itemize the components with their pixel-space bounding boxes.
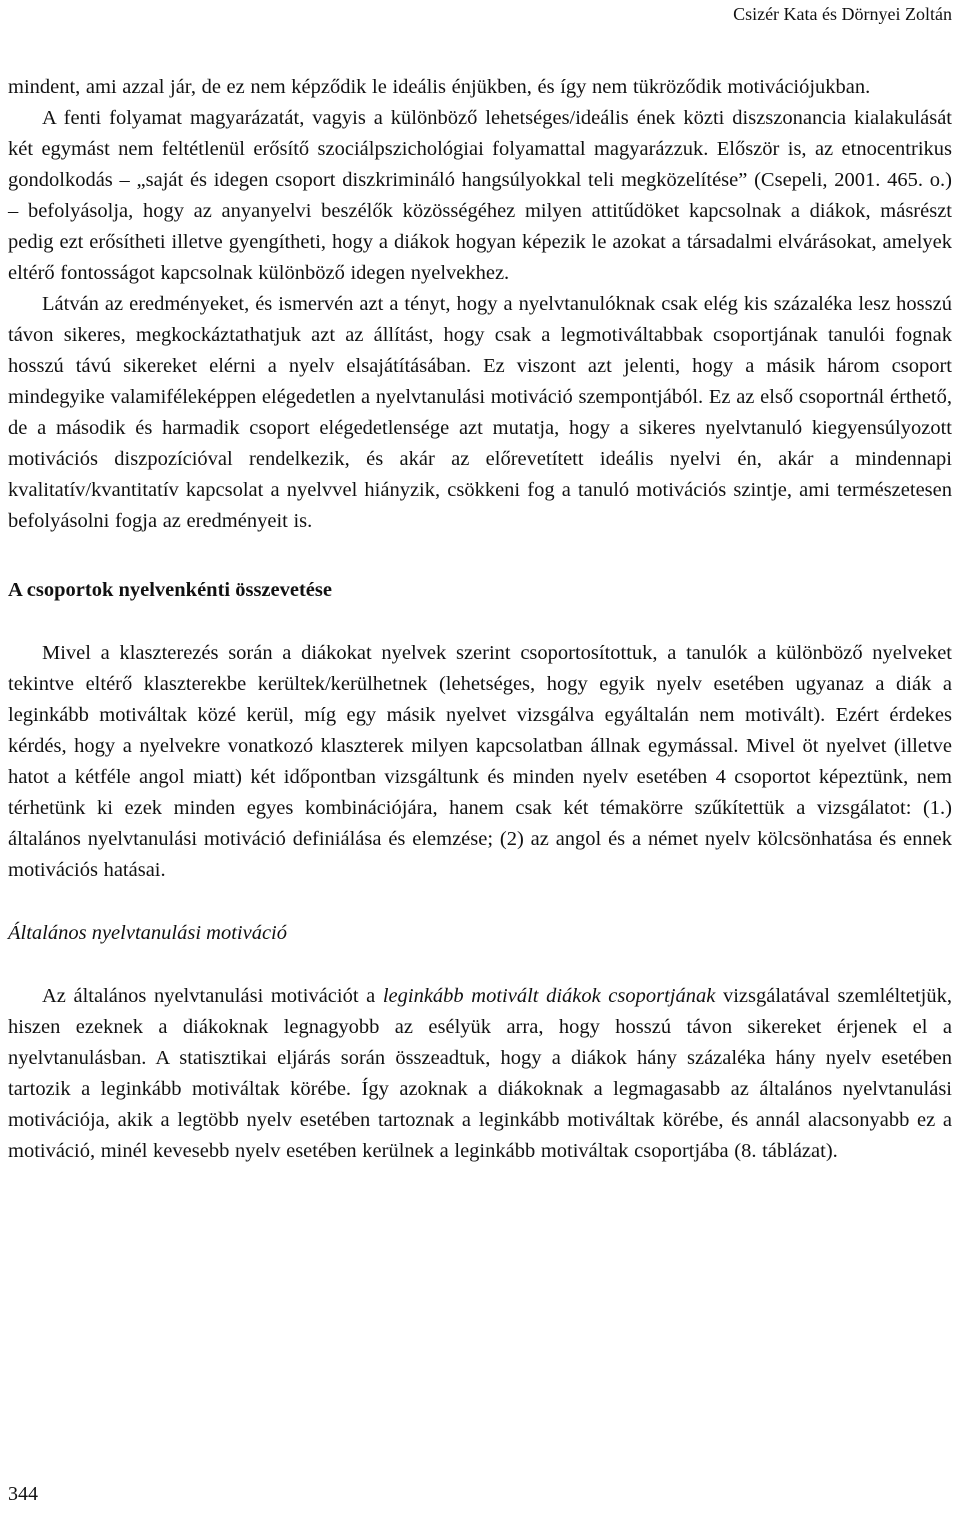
paragraph-clustering: Mivel a klaszterezés során a diákokat nyelvek szerint csoportosítottuk, a tanulók a különböző nyelveket tekintve eltérő klaszterekbe kerültek/kerülhetnek (lehetséges, hogy egyik nyelv esetében ugyanaz a diák a leginkább motiváltak közé kerül, míg egy másik nyelvet vizsgálva egyáltalán nem motivált). Ezért érdekes kérdés, hogy a nyelvekre vonatkozó klaszterek milyen kapcsolatban állnak egymással. Mivel öt nyelvet (illetve hatot a kétféle angol miatt) két időpontban vizsgáltunk és minden nyelv esetében 4 csoportot képeztünk, nem térhetünk ki ezek minden egyes kombinációjára, hanem csak két témakörre szűkítettük a vizsgálatot: (1.) általános nyelvtanulási motiváció definiálása és elemzése; (2) az angol és a német nyelv kölcsönhatása és ennek motivációs hatásai. (8, 642, 952, 881)
paragraph-explanation: A fenti folyamat magyarázatát, vagyis a különböző lehetséges/ideális ének közti diszszonancia kialakulását két egymást nem feltétlenül erősítő szociálpszichológiai folyamattal magyarázzuk. Először is, az etnocentrikus gondolkodás – „saját és idegen csoport diszkrimináló hangsúlyokkal teli megközelítése” (Csepeli, 2001. 465. o.) – befolyásolja, hogy az anyanyelvi beszélők közösségéhez milyen attitűdöket kapcsolnak a diákok, másrészt pedig ezt erősítheti illetve gyengítheti, hogy a diákok hogyan képezik le azokat a társadalmi elvárásokat, amelyek eltérő fontosságot kapcsolnak különböző idegen nyelvekhez. (8, 107, 952, 284)
section-heading-comparison: A csoportok nyelvenkénti összevetése (8, 579, 332, 601)
page-body (8, 72, 952, 1167)
paragraph-continued: mindent, ami azzal jár, de ez nem képződik le ideális énjükben, és így nem tükröződik motivációjukban. (8, 76, 871, 98)
paragraph-general-motivation (8, 981, 952, 1167)
subsection-heading-general-motivation: Általános nyelvtanulási motiváció (8, 922, 287, 944)
running-header: Csizér Kata és Dörnyei Zoltán (733, 4, 952, 24)
paragraph-results: Látván az eredményeket, és ismervén azt a tényt, hogy a nyelvtanulóknak csak elég kis százaléka lesz hosszú távon sikeres, megkockáztathatjuk azt az állítást, hogy csak a legmotiváltabbak csoportjának tanulói fognak hosszú távú sikereket elérni a nyelv elsajátításában. Ez viszont azt jelenti, hogy a másik három csoport mindegyike valamiféleképpen elégedetlen a nyelvtanulási motiváció szempontjából. Ez az első csoportnál érthető, de a második és harmadik csoport elégedetlensége azt mutatja, hogy a sikeres nyelvtanuló kiegyensúlyozott motivációs diszpozícióval rendelkezik, és akár az előrevetített ideális nyelvi én, akár a mindennapi kvalitatív/kvantitatív kapcsolat a nyelvvel hiányzik, csökkeni fog a tanuló motivációs szintje, ami természetesen befolyásolni fogja az eredményeit is. (8, 293, 952, 532)
page-number: 344 (8, 1483, 38, 1505)
text-run: Az általános nyelvtanulási motivációt a (42, 985, 383, 1007)
text-run: vizsgálatával szemléltetjük, hiszen ezeknek a diákoknak legnagyobb az esélyük arra, hogy hosszú távon sikereket érjenek el a nyelvtanulásban. A statisztikai eljárás során összeadtuk, hogy a diákok hány százaléka hány nyelv esetében tartozik a leginkább motiváltak körébe. Így azoknak a diákoknak a legmagasabb az általános nyelvtanulási motivációja, akik a legtöbb nyelv esetében tartoznak a leginkább motiváltak körébe, és annál alacsonyabb ez a motiváció, minél kevesebb nyelv esetében kerülnek a leginkább motiváltak csoportjába (8. táblázat). (8, 985, 952, 1162)
emphasis-text: leginkább motivált diákok csoportjának (382, 985, 716, 1007)
